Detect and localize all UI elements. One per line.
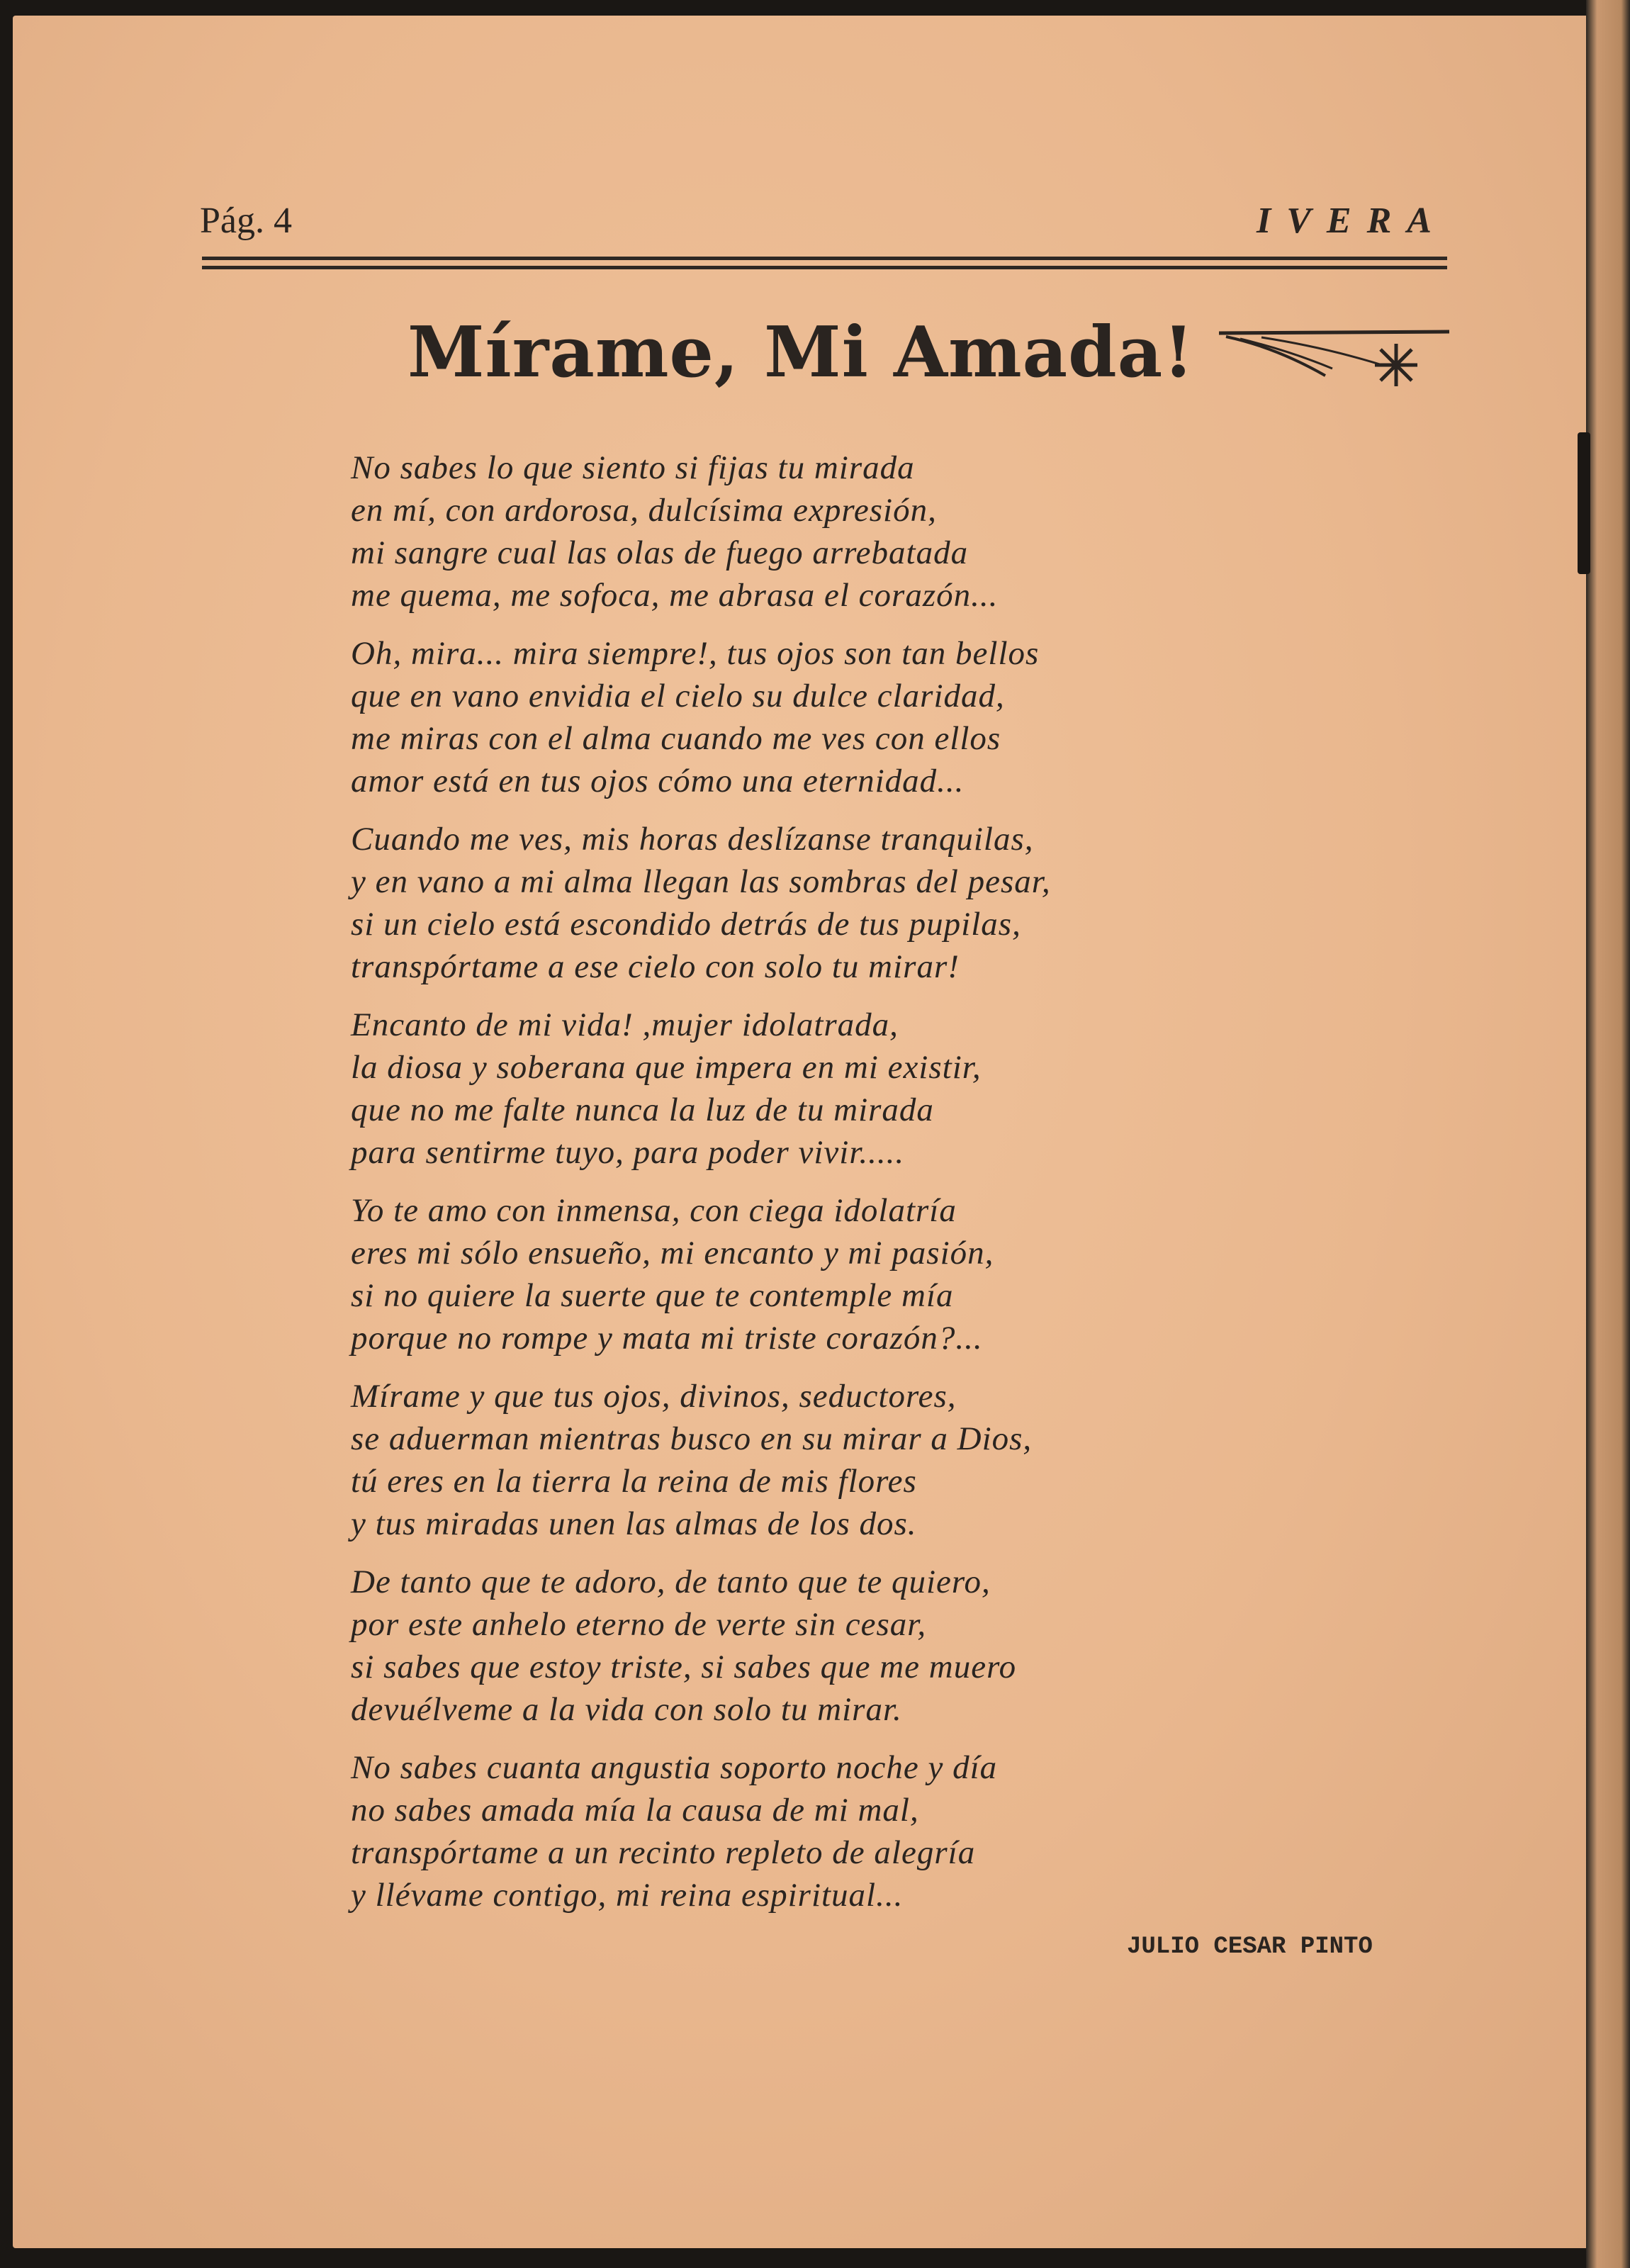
header-rule-top bbox=[202, 257, 1447, 260]
poem-line: Mírame y que tus ojos, divinos, seductores, bbox=[351, 1378, 957, 1415]
poem-line: devuélveme a la vida con solo tu mirar. bbox=[351, 1691, 902, 1728]
poem-line: por este anhelo eterno de verte sin cesar, bbox=[351, 1606, 927, 1643]
poem-line: me quema, me sofoca, me abrasa el corazón... bbox=[351, 577, 999, 614]
poem-line: no sabes amada mía la causa de mi mal, bbox=[351, 1792, 919, 1829]
poem-line: transpórtame a un recinto repleto de alegría bbox=[351, 1834, 976, 1871]
poem-line: en mí, con ardorosa, dulcísima expresión, bbox=[351, 492, 937, 529]
poem-line: la diosa y soberana que impera en mi existir, bbox=[351, 1049, 982, 1086]
stanza bbox=[351, 1004, 1051, 1174]
poem-line: amor está en tus ojos cómo una eternidad... bbox=[351, 763, 965, 799]
poem-line: si un cielo está escondido detrás de tus pupilas, bbox=[351, 906, 1021, 943]
stanza bbox=[351, 1746, 1051, 1916]
poem-line: que en vano envidia el cielo su dulce claridad, bbox=[351, 678, 1005, 714]
poem-line: y llévame contigo, mi reina espiritual... bbox=[351, 1877, 904, 1914]
poem-line: y tus miradas unen las almas de los dos. bbox=[351, 1505, 917, 1542]
stanza bbox=[351, 1375, 1051, 1545]
stanza bbox=[351, 632, 1051, 802]
poem-line: Oh, mira... mira siempre!, tus ojos son tan bellos bbox=[351, 635, 1040, 672]
poem-line: y en vano a mi alma llegan las sombras del pesar, bbox=[351, 863, 1051, 900]
page-number: Pág. 4 bbox=[200, 201, 292, 241]
poem-line: mi sangre cual las olas de fuego arrebatada bbox=[351, 534, 969, 571]
poem-line: eres mi sólo ensueño, mi encanto y mi pasión, bbox=[351, 1235, 994, 1271]
poem-line: Cuando me ves, mis horas deslízanse tranquilas, bbox=[351, 821, 1034, 858]
poem-line: tú eres en la tierra la reina de mis flores bbox=[351, 1463, 917, 1500]
floral-ornament-icon bbox=[1219, 326, 1453, 397]
poem-line: No sabes lo que siento si fijas tu mirada bbox=[351, 449, 915, 486]
stanza bbox=[351, 818, 1051, 988]
poem-body bbox=[351, 447, 1051, 1932]
poem-line: se aduerman mientras busco en su mirar a Dios, bbox=[351, 1420, 1033, 1457]
poem-line: si no quiere la suerte que te contemple mía bbox=[351, 1277, 954, 1314]
poem-line: que no me falte nunca la luz de tu mirada bbox=[351, 1091, 934, 1128]
poem-line: si sabes que estoy triste, si sabes que me muero bbox=[351, 1649, 1017, 1685]
poem-line: No sabes cuanta angustia soporto noche y día bbox=[351, 1749, 998, 1786]
masthead: IVERA bbox=[1257, 201, 1447, 241]
poem-line: Yo te amo con inmensa, con ciega idolatría bbox=[351, 1192, 957, 1229]
binding-mark bbox=[1578, 432, 1590, 574]
poem-title: Mírame, Mi Amada! bbox=[408, 312, 1195, 393]
poem-line: me miras con el alma cuando me ves con ellos bbox=[351, 720, 1001, 757]
book-spine bbox=[1586, 0, 1630, 2268]
poem-line: transpórtame a ese cielo con solo tu mirar! bbox=[351, 948, 960, 985]
stanza bbox=[351, 1561, 1051, 1731]
poem-line: De tanto que te adoro, de tanto que te quiero, bbox=[351, 1564, 991, 1600]
author-signature: JULIO CESAR PINTO bbox=[1127, 1933, 1373, 1960]
poem-line: Encanto de mi vida! ,mujer idolatrada, bbox=[351, 1006, 899, 1043]
stanza bbox=[351, 1189, 1051, 1359]
poem-line: para sentirme tuyo, para poder vivir..... bbox=[351, 1134, 905, 1171]
poem-line: porque no rompe y mata mi triste corazón?... bbox=[351, 1320, 983, 1357]
header-rule-bottom bbox=[202, 266, 1447, 269]
stanza bbox=[351, 447, 1051, 617]
